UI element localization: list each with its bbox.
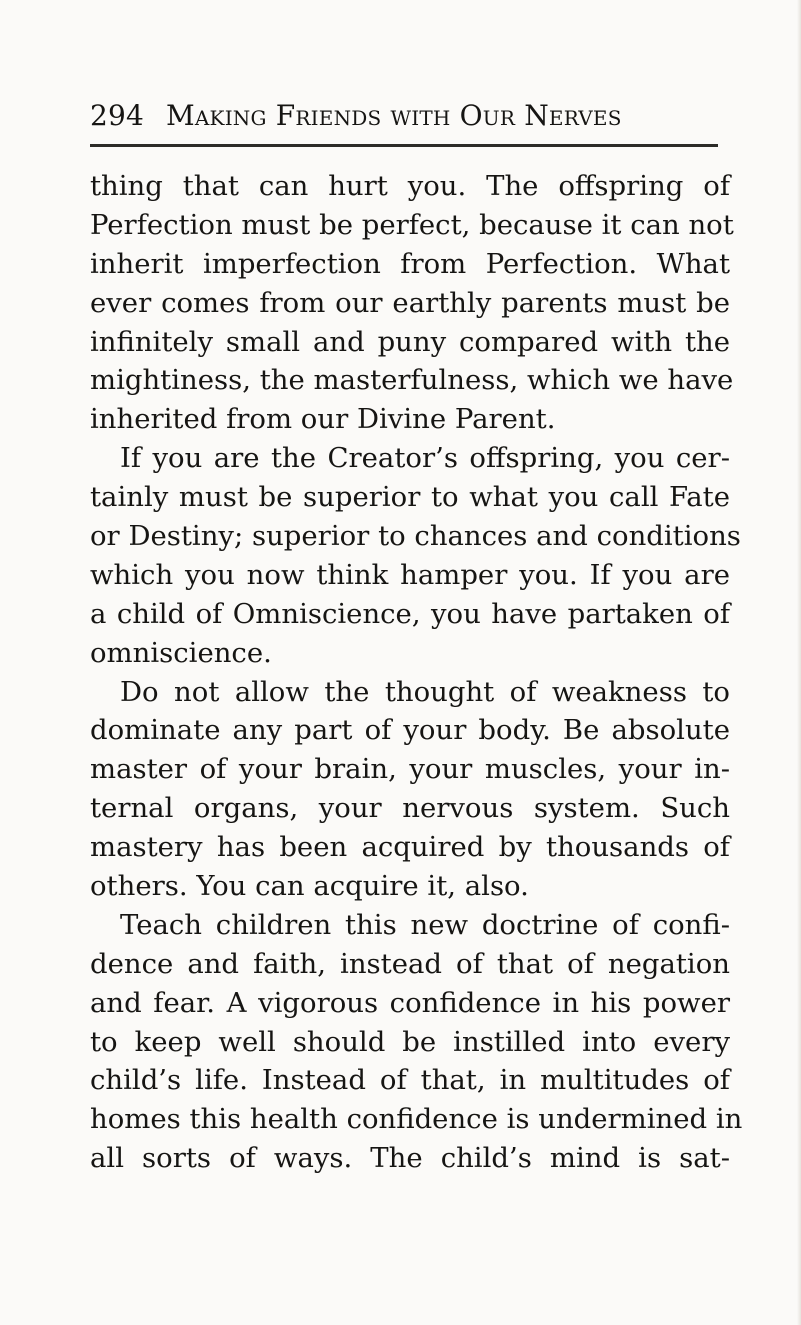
text-line: child’s life. Instead of that, in multitudes of	[90, 1064, 730, 1097]
text-line: and fear. A vigorous confidence in his power	[90, 986, 730, 1019]
text-line: infinitely small and puny compared with the	[90, 325, 730, 358]
page-edge-shadow	[797, 0, 801, 1325]
text-line: Teach children this new doctrine of confi-	[120, 908, 730, 941]
text-line: ever comes from our earthly parents must be	[90, 286, 730, 319]
text-line: omniscience.	[90, 636, 272, 669]
text-line: a child of Omniscience, you have partaken of	[90, 597, 730, 630]
running-head	[90, 96, 730, 136]
page-number: 294	[90, 99, 145, 132]
text-line: others. You can acquire it, also.	[90, 870, 529, 903]
text-line: or Destiny; superior to chances and conditions	[90, 520, 741, 553]
text-line: tainly must be superior to what you call Fate	[90, 481, 730, 514]
book-page	[90, 96, 743, 1178]
body-text	[90, 167, 743, 1178]
text-line: homes this health confidence is undermined in	[90, 1103, 743, 1136]
text-line: which you now think hamper you. If you are	[90, 558, 730, 591]
text-line: Perfection must be perfect, because it can not	[90, 208, 734, 241]
text-line: dominate any part of your body. Be absolute	[90, 714, 730, 747]
text-line: mastery has been acquired by thousands of	[90, 831, 730, 864]
running-title: Making Friends with Our Nerves	[166, 99, 622, 132]
text-line: thing that can hurt you. The offspring of	[90, 170, 730, 202]
text-line: If you are the Creator’s offspring, you cer-	[120, 442, 730, 475]
text-line: inherited from our Divine Parent.	[90, 403, 556, 436]
text-line: inherit imperfection from Perfection. What	[90, 247, 730, 280]
header-rule	[90, 144, 718, 147]
text-line: ternal organs, your nervous system. Such	[90, 792, 730, 825]
text-line: mightiness, the masterfulness, which we have	[90, 364, 734, 397]
text-line: master of your brain, your muscles, your in-	[90, 753, 730, 786]
text-line: all sorts of ways. The child’s mind is sat-	[90, 1142, 730, 1175]
text-line: to keep well should be instilled into every	[90, 1025, 730, 1058]
text-line: dence and faith, instead of that of negation	[90, 947, 730, 980]
text-line: Do not allow the thought of weakness to	[120, 675, 730, 708]
